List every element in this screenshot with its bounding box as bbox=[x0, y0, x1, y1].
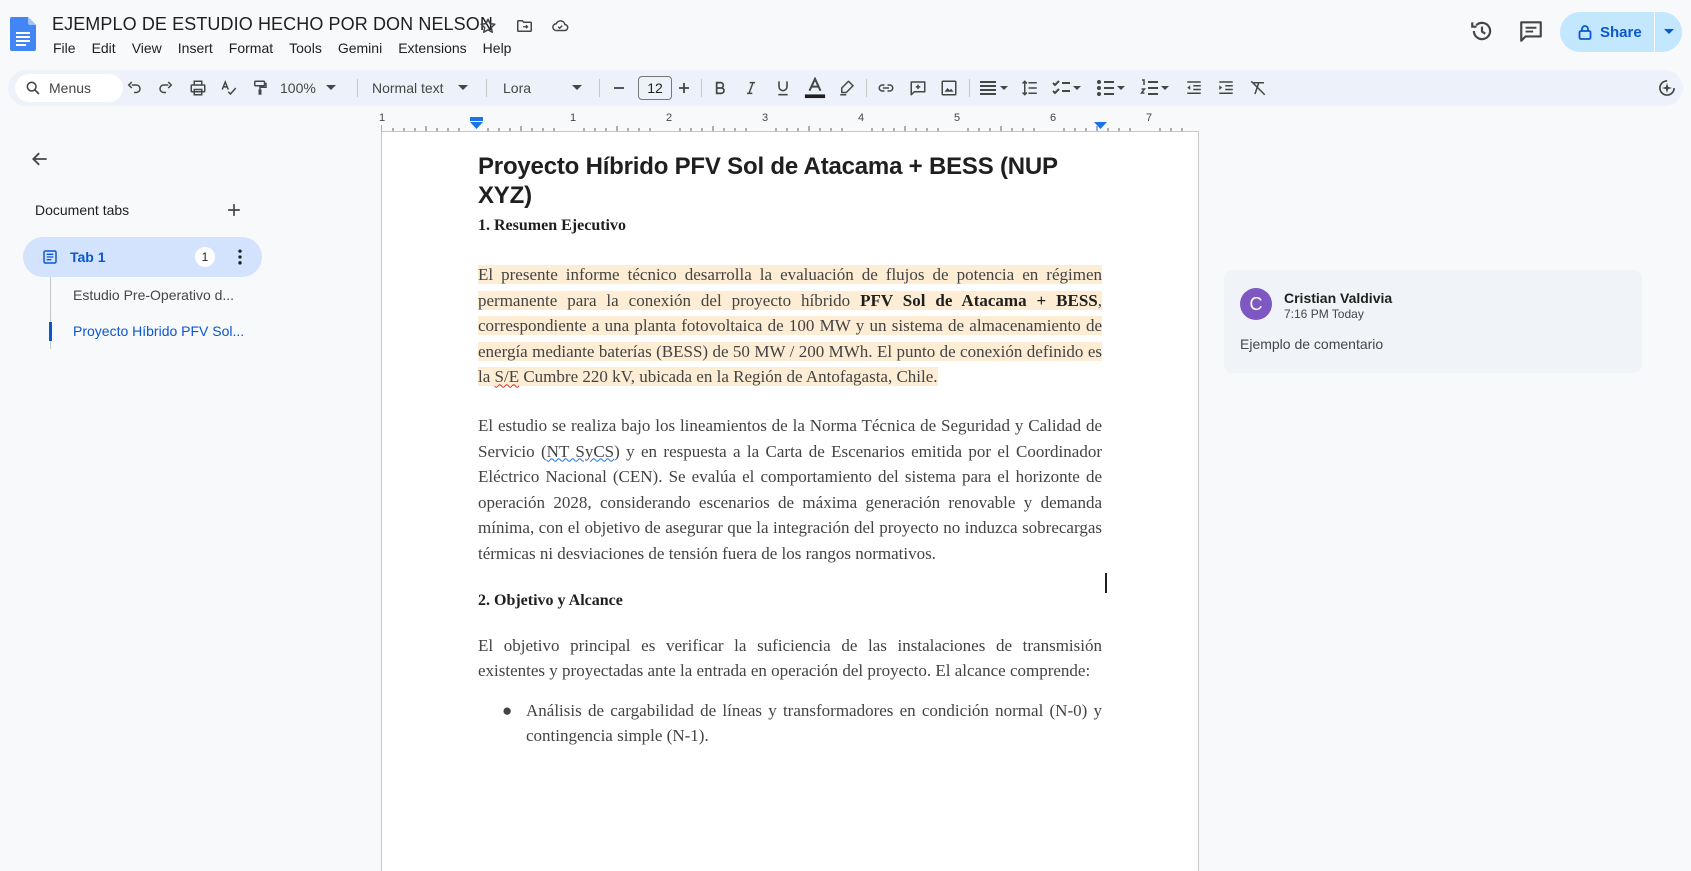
menu-view[interactable]: View bbox=[131, 40, 162, 56]
menu-insert[interactable]: Insert bbox=[177, 40, 213, 56]
paragraph-1 bbox=[478, 262, 1102, 390]
ruler-mark: 4 bbox=[858, 112, 865, 124]
comment-author: Cristian Valdivia bbox=[1284, 290, 1393, 306]
text-cursor bbox=[1105, 573, 1107, 593]
document-page[interactable] bbox=[381, 132, 1199, 871]
highlighted-text bbox=[478, 265, 1102, 386]
tab-1-label: Tab 1 bbox=[70, 249, 106, 265]
section-heading-2: 2. Objetivo y Alcance bbox=[478, 591, 623, 609]
menu-help[interactable]: Help bbox=[482, 40, 512, 56]
paragraph-2-text-c: ) y en respuesta a la Carta de Escenarios emitida por el Coordinador Eléctrico Nacional (CEN). Se evalúa el comportamiento del sistema para el horizonte de operación 2028, considerando escenarios de máxima generación renovable y demanda mínima, con el objetivo de asegurar que la integración del proyecto no induzca sobrecargas térmicas ni desviaciones de tensión fuera de los rangos normativos. bbox=[478, 441, 1102, 563]
undo-icon[interactable] bbox=[122, 76, 146, 100]
menus-search[interactable] bbox=[15, 74, 123, 102]
section-heading-1: 1. Resumen Ejecutivo bbox=[478, 217, 626, 234]
share-button-group bbox=[1560, 12, 1682, 52]
move-folder-icon[interactable] bbox=[512, 14, 536, 38]
paragraph-1-text-a: El presente informe técnico desarrolla la evaluación de flujos de potencia en régimen permanente para la conexión del proyecto híbrido bbox=[478, 265, 1102, 310]
outline-active-indicator bbox=[49, 322, 52, 341]
comments-icon[interactable] bbox=[1518, 18, 1544, 44]
spelling-flagged-word[interactable]: S/E bbox=[494, 367, 520, 387]
outline-item-estudio[interactable]: Estudio Pre-Operativo d... bbox=[73, 287, 235, 303]
decrease-indent-icon[interactable] bbox=[1182, 76, 1206, 100]
ruler-mark: 3 bbox=[762, 112, 769, 124]
style-value: Normal text bbox=[372, 80, 444, 96]
document-tab-icon bbox=[42, 249, 58, 265]
document-tabs-title: Document tabs bbox=[35, 202, 130, 218]
version-history-icon[interactable] bbox=[1469, 18, 1495, 44]
menus-search-label: Menus bbox=[49, 80, 92, 96]
menu-file[interactable]: File bbox=[53, 40, 76, 56]
share-dropdown-button[interactable] bbox=[1655, 29, 1682, 35]
ruler[interactable] bbox=[381, 112, 1199, 132]
ruler-mark: 1 bbox=[379, 112, 386, 124]
numbered-list-select[interactable] bbox=[1137, 76, 1173, 100]
decrease-font-size-icon[interactable] bbox=[609, 76, 629, 100]
highlight-color-icon[interactable] bbox=[835, 76, 859, 100]
ruler-mark: 5 bbox=[954, 112, 961, 124]
share-button[interactable] bbox=[1560, 12, 1654, 52]
line-spacing-icon[interactable] bbox=[1018, 76, 1042, 100]
menu-extensions[interactable]: Extensions bbox=[398, 40, 467, 56]
underline-icon[interactable] bbox=[771, 76, 795, 100]
paragraph-2 bbox=[478, 413, 1102, 567]
zoom-value: 100% bbox=[280, 80, 316, 96]
grammar-flagged-word[interactable]: NT SyCS bbox=[546, 441, 615, 461]
bullet-icon: ● bbox=[502, 700, 513, 720]
ruler-mark: 2 bbox=[666, 112, 673, 124]
comment-text: Ejemplo de comentario bbox=[1240, 336, 1384, 352]
cloud-status-icon[interactable] bbox=[548, 14, 572, 38]
toolbar bbox=[8, 70, 1683, 106]
add-comment-icon[interactable] bbox=[906, 76, 930, 100]
menu-format[interactable]: Format bbox=[228, 40, 274, 56]
top-bar bbox=[0, 0, 1691, 64]
zoom-select[interactable] bbox=[280, 76, 340, 100]
paragraph-3: El objetivo principal es verificar la suficiencia de las instalaciones de transmisión existentes y proyectadas ante la entrada en operación del proyecto. El alcance comprende: bbox=[478, 635, 1102, 681]
search-icon bbox=[25, 80, 41, 96]
document-heading: Proyecto Híbrido PFV Sol de Atacama + BESS (NUP XYZ) bbox=[478, 153, 1058, 209]
document-title[interactable]: EJEMPLO DE ESTUDIO HECHO POR DON NELSON bbox=[52, 14, 493, 34]
paragraph-1-text-c: , correspondiente a una planta fotovoltaica de 100 MW y un sistema de almacenamiento de energía mediante baterías (BESS) de 50 MW / 200 MWh. El punto de conexión definido es la bbox=[478, 290, 1102, 387]
ruler-mark: 1 bbox=[570, 112, 577, 124]
comment-timestamp: 7:16 PM Today bbox=[1284, 307, 1364, 321]
paragraph-2-text-a: El estudio se realiza bajo los lineamientos de la Norma Técnica de Seguridad y Calidad de Servicio ( bbox=[478, 415, 1102, 461]
tab-1[interactable] bbox=[23, 237, 262, 277]
menu-edit[interactable]: Edit bbox=[91, 40, 116, 56]
style-select[interactable] bbox=[372, 76, 476, 100]
font-select[interactable] bbox=[503, 76, 593, 100]
align-select[interactable] bbox=[976, 76, 1012, 100]
outline-item-proyecto[interactable]: Proyecto Híbrido PFV Sol... bbox=[73, 323, 245, 339]
insert-image-icon[interactable] bbox=[937, 76, 961, 100]
checklist-select[interactable] bbox=[1049, 76, 1085, 100]
font-size-input[interactable]: 12 bbox=[638, 76, 672, 100]
ruler-mark: 7 bbox=[1146, 112, 1153, 124]
italic-icon[interactable] bbox=[739, 76, 763, 100]
comment-card[interactable] bbox=[1224, 270, 1642, 373]
insert-link-icon[interactable] bbox=[874, 76, 898, 100]
star-icon[interactable] bbox=[476, 14, 500, 38]
increase-indent-icon[interactable] bbox=[1214, 76, 1238, 100]
avatar: C bbox=[1240, 288, 1272, 320]
paint-format-icon[interactable] bbox=[248, 76, 272, 100]
more-options-icon[interactable] bbox=[230, 247, 250, 267]
docs-logo-icon[interactable] bbox=[10, 17, 36, 51]
bulleted-list-select[interactable] bbox=[1093, 76, 1129, 100]
increase-font-size-icon[interactable] bbox=[674, 76, 694, 100]
ruler-mark: 6 bbox=[1050, 112, 1057, 124]
gemini-sparkle-icon[interactable] bbox=[1655, 76, 1679, 100]
menu-tools[interactable]: Tools bbox=[289, 40, 322, 56]
project-name-bold: PFV Sol de Atacama + BESS bbox=[860, 290, 1098, 310]
menu-gemini[interactable]: Gemini bbox=[337, 40, 383, 56]
share-label: Share bbox=[1600, 23, 1642, 41]
spellcheck-icon[interactable] bbox=[217, 76, 241, 100]
lock-icon bbox=[1578, 24, 1592, 40]
add-tab-icon[interactable] bbox=[224, 200, 244, 220]
redo-icon[interactable] bbox=[154, 76, 178, 100]
bold-icon[interactable] bbox=[708, 76, 732, 100]
back-arrow-icon[interactable] bbox=[30, 149, 50, 169]
font-value: Lora bbox=[503, 80, 532, 96]
text-color-icon[interactable] bbox=[803, 76, 827, 100]
list-item-text: Análisis de cargabilidad de líneas y transformadores en condición normal (N-0) y contingencia simple (N-1). bbox=[526, 700, 1102, 746]
paragraph-1-text-e: Cumbre 220 kV, ubicada en la Región de Antofagasta, Chile. bbox=[519, 367, 938, 387]
clear-formatting-icon[interactable] bbox=[1246, 76, 1270, 100]
print-icon[interactable] bbox=[186, 76, 210, 100]
comment-count-badge: 1 bbox=[195, 247, 215, 267]
document-body[interactable] bbox=[478, 152, 1102, 749]
list-item bbox=[478, 698, 1102, 749]
menu-bar bbox=[45, 39, 519, 57]
